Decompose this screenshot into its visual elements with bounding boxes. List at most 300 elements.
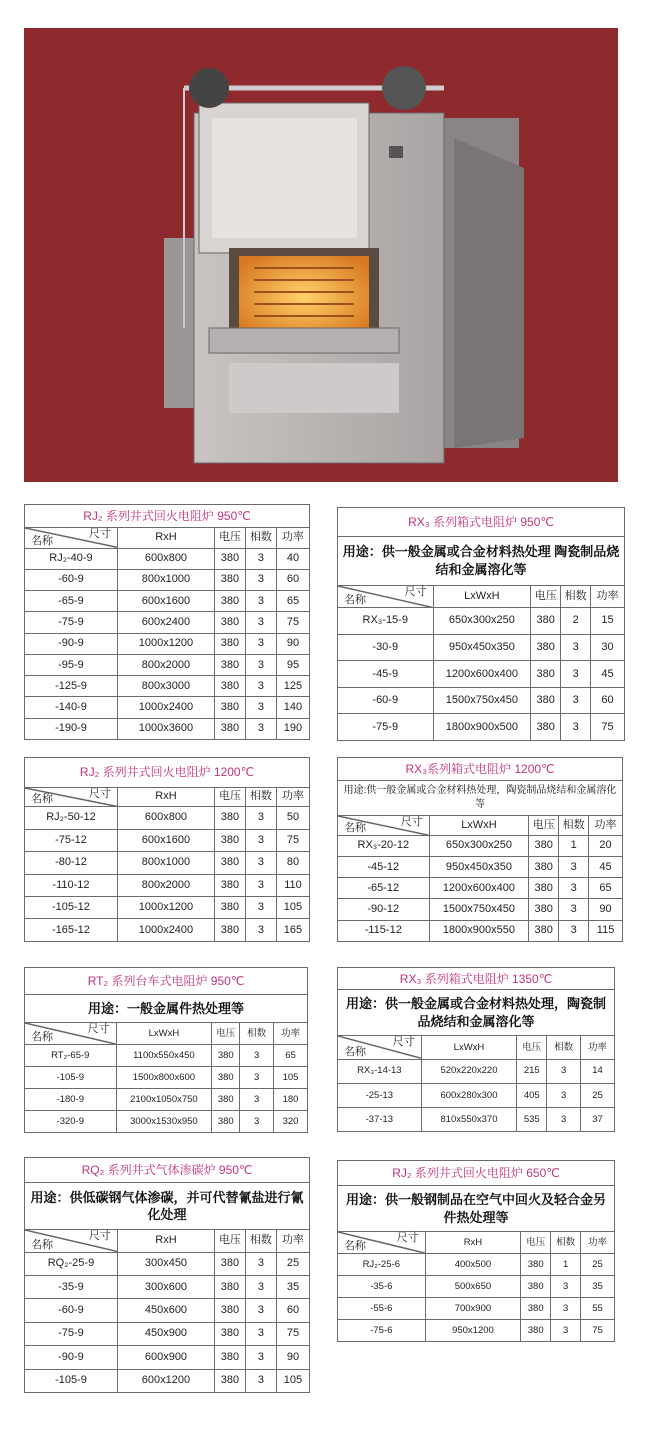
power-cell: 75 <box>581 1320 615 1342</box>
phases-cell: 3 <box>245 852 276 874</box>
table-row <box>338 1320 615 1342</box>
power-cell: 65 <box>276 591 309 612</box>
voltage-cell: 380 <box>214 852 245 874</box>
table-row <box>338 1083 615 1107</box>
header-corner-cell <box>338 585 434 607</box>
table-row <box>338 1254 615 1276</box>
header-corner-cell <box>25 1023 117 1045</box>
table-row <box>25 874 310 896</box>
voltage-cell: 380 <box>214 569 245 590</box>
table-row <box>338 835 623 856</box>
power-cell: 140 <box>276 697 309 718</box>
header-voltage: 电压 <box>521 1232 551 1254</box>
header-dimension-label: 尺寸 <box>88 787 111 800</box>
table-title-row <box>25 1158 310 1183</box>
phases-cell: 3 <box>559 878 589 899</box>
phases-cell: 3 <box>551 1298 581 1320</box>
table-row <box>338 857 623 878</box>
power-cell: 60 <box>276 1299 309 1322</box>
power-cell: 75 <box>276 829 309 851</box>
power-cell: 30 <box>591 634 625 661</box>
voltage-cell: 380 <box>529 878 559 899</box>
voltage-cell: 380 <box>531 714 561 741</box>
header-dimension: LxWxH <box>116 1023 212 1045</box>
model-cell: -95-9 <box>25 654 118 675</box>
power-cell: 60 <box>276 569 309 590</box>
header-phases: 相数 <box>240 1023 274 1045</box>
dimension-cell: 600x280x300 <box>421 1083 517 1107</box>
phases-cell: 3 <box>240 1067 274 1089</box>
voltage-cell: 380 <box>214 633 245 654</box>
table-title: RQ₂ 系列井式气体渗碳炉 950℃ <box>25 1158 310 1183</box>
power-cell: 90 <box>276 633 309 654</box>
table-row <box>25 718 310 739</box>
model-cell: -45-9 <box>338 661 434 688</box>
dimension-cell: 650x300x250 <box>429 835 529 856</box>
voltage-cell: 380 <box>521 1298 551 1320</box>
voltage-cell: 380 <box>214 654 245 675</box>
table-purpose: 用途：供一般金属或合金材料热处理 陶瓷制品烧结和金属溶化等 <box>338 536 625 585</box>
header-power: 功率 <box>589 815 623 835</box>
model-cell: -65-9 <box>25 591 118 612</box>
phases-cell: 3 <box>551 1276 581 1298</box>
phases-cell: 3 <box>245 1346 276 1369</box>
spec-table-rj2-650 <box>337 1160 615 1342</box>
phases-cell: 3 <box>547 1059 581 1083</box>
furnace-photo <box>24 28 618 482</box>
table-row <box>338 1059 615 1083</box>
dimension-cell: 1500x800x600 <box>116 1067 212 1089</box>
power-cell: 25 <box>581 1254 615 1276</box>
table-title-row <box>25 758 310 788</box>
phases-cell: 3 <box>245 807 276 829</box>
voltage-cell: 380 <box>212 1067 240 1089</box>
table-row <box>25 569 310 590</box>
voltage-cell: 380 <box>212 1045 240 1067</box>
dimension-cell: 950x1200 <box>425 1320 521 1342</box>
header-dimension: RxH <box>117 1230 214 1252</box>
header-name-label: 名称 <box>31 793 53 806</box>
voltage-cell: 380 <box>531 608 561 635</box>
header-dimension-label: 尺寸 <box>392 1036 415 1049</box>
table-row <box>338 1298 615 1320</box>
voltage-cell: 380 <box>214 548 245 569</box>
header-phases: 相数 <box>561 585 591 607</box>
model-cell: -105-9 <box>25 1067 117 1089</box>
voltage-cell: 380 <box>214 1346 245 1369</box>
dimension-cell: 450x900 <box>117 1322 214 1345</box>
table-row <box>25 612 310 633</box>
model-cell: -125-9 <box>25 676 118 697</box>
table-title: RJ₂ 系列井式回火电阻炉 950℃ <box>25 505 310 528</box>
power-cell: 105 <box>276 1369 309 1392</box>
voltage-cell: 380 <box>214 1322 245 1345</box>
phases-cell: 3 <box>559 899 589 920</box>
phases-cell: 3 <box>245 1275 276 1298</box>
voltage-cell: 380 <box>521 1320 551 1342</box>
dimension-cell: 800x2000 <box>117 874 214 896</box>
header-phases: 相数 <box>559 815 589 835</box>
header-dimension-label: 尺寸 <box>396 1232 419 1244</box>
dimension-cell: 1000x2400 <box>117 697 214 718</box>
header-dimension-label: 尺寸 <box>404 585 427 598</box>
table-row <box>25 1089 308 1111</box>
phases-cell: 3 <box>245 1369 276 1392</box>
phases-cell: 3 <box>559 920 589 941</box>
table-title: RJ₂ 系列井式回火电阻炉 1200℃ <box>25 758 310 788</box>
dimension-cell: 1000x1200 <box>117 897 214 919</box>
power-cell: 60 <box>591 687 625 714</box>
header-dimension: RxH <box>117 787 214 806</box>
phases-cell: 3 <box>240 1111 274 1133</box>
power-cell: 105 <box>276 897 309 919</box>
dimension-cell: 1200x600x400 <box>429 878 529 899</box>
spec-table-rt2-950 <box>24 967 308 1133</box>
dimension-cell: 600x900 <box>117 1346 214 1369</box>
phases-cell: 3 <box>240 1089 274 1111</box>
dimension-cell: 810x550x370 <box>421 1107 517 1131</box>
phases-cell: 3 <box>245 874 276 896</box>
phases-cell: 3 <box>245 697 276 718</box>
dimension-cell: 520x220x220 <box>421 1059 517 1083</box>
dimension-cell: 800x3000 <box>117 676 214 697</box>
voltage-cell: 380 <box>531 634 561 661</box>
dimension-cell: 1000x2400 <box>117 919 214 942</box>
phases-cell: 3 <box>245 569 276 590</box>
power-cell: 14 <box>581 1059 615 1083</box>
dimension-cell: 1500x750x450 <box>429 899 529 920</box>
dimension-cell: 800x1000 <box>117 852 214 874</box>
table-purpose: 用途：供一般钢制品在空气中回火及轻合金另件热处理等 <box>338 1186 615 1232</box>
table-row <box>338 1276 615 1298</box>
table-purpose: 用途：一般金属件热处理等 <box>25 995 308 1023</box>
model-cell: -105-9 <box>25 1369 118 1392</box>
model-cell: -55-6 <box>338 1298 426 1320</box>
header-dimension-label: 尺寸 <box>88 1230 111 1243</box>
dimension-cell: 1200x600x400 <box>433 661 531 688</box>
table-purpose-row <box>25 995 308 1023</box>
voltage-cell: 380 <box>529 835 559 856</box>
phases-cell: 3 <box>561 661 591 688</box>
power-cell: 25 <box>581 1083 615 1107</box>
table-row <box>338 920 623 941</box>
dimension-cell: 700x900 <box>425 1298 521 1320</box>
voltage-cell: 380 <box>214 897 245 919</box>
model-cell: -75-9 <box>25 612 118 633</box>
power-cell: 105 <box>274 1067 308 1089</box>
dimension-cell: 950x450x350 <box>429 857 529 878</box>
table-title-row <box>338 508 625 537</box>
voltage-cell: 380 <box>531 661 561 688</box>
phases-cell: 3 <box>245 676 276 697</box>
spec-table-rq2-950 <box>24 1157 310 1393</box>
spec-table-rx3-950 <box>337 507 625 741</box>
phases-cell: 3 <box>245 1252 276 1275</box>
table-row <box>338 714 625 741</box>
model-cell: -320-9 <box>25 1111 117 1133</box>
table-purpose-row <box>25 1183 310 1230</box>
power-cell: 35 <box>581 1276 615 1298</box>
box-furnace-icon <box>24 28 618 482</box>
spec-table-rj2-950 <box>24 504 310 740</box>
voltage-cell: 535 <box>517 1107 547 1131</box>
table-row <box>25 1252 310 1275</box>
phases-cell: 3 <box>240 1045 274 1067</box>
power-cell: 75 <box>591 714 625 741</box>
power-cell: 95 <box>276 654 309 675</box>
table-purpose-row <box>338 536 625 585</box>
model-cell: RJ₂-40-9 <box>25 548 118 569</box>
model-cell: -25-13 <box>338 1083 422 1107</box>
dimension-cell: 1000x3600 <box>117 718 214 739</box>
phases-cell: 3 <box>245 654 276 675</box>
dimension-cell: 800x2000 <box>117 654 214 675</box>
power-cell: 65 <box>274 1045 308 1067</box>
power-cell: 165 <box>276 919 309 942</box>
table-row <box>25 1275 310 1298</box>
table-title-row <box>25 505 310 528</box>
table-purpose: 用途：供低碳钢气体渗碳，并可代替氰盐进行氰化处理 <box>25 1183 310 1230</box>
header-corner-cell <box>25 1230 118 1252</box>
table-row <box>25 807 310 829</box>
header-dimension: RxH <box>117 528 214 548</box>
voltage-cell: 380 <box>521 1276 551 1298</box>
header-corner-cell <box>338 815 430 835</box>
model-cell: -75-9 <box>338 714 434 741</box>
table-header-row <box>25 1230 310 1252</box>
table-purpose: 用途：供一般金属或合金材料热处理，陶瓷制品烧结和金属溶化等 <box>338 990 615 1036</box>
dimension-cell: 600x1600 <box>117 829 214 851</box>
phases-cell: 3 <box>559 857 589 878</box>
power-cell: 90 <box>589 899 623 920</box>
model-cell: -35-6 <box>338 1276 426 1298</box>
power-cell: 55 <box>581 1298 615 1320</box>
table-row <box>25 1322 310 1345</box>
voltage-cell: 380 <box>214 874 245 896</box>
table-row <box>25 852 310 874</box>
table-title-row <box>338 758 623 781</box>
header-dimension: LxWxH <box>421 1036 517 1059</box>
header-phases: 相数 <box>245 528 276 548</box>
table-title-row <box>25 968 308 995</box>
model-cell: -90-9 <box>25 1346 118 1369</box>
voltage-cell: 380 <box>531 687 561 714</box>
header-corner-cell <box>338 1036 422 1059</box>
phases-cell: 2 <box>561 608 591 635</box>
model-cell: -75-9 <box>25 1322 118 1345</box>
dimension-cell: 1100x550x450 <box>116 1045 212 1067</box>
dimension-cell: 450x600 <box>117 1299 214 1322</box>
phases-cell: 3 <box>245 548 276 569</box>
table-title: RX₃系列箱式电阻炉 1200℃ <box>338 758 623 781</box>
voltage-cell: 380 <box>214 807 245 829</box>
spec-table-rx3-1350 <box>337 967 615 1132</box>
phases-cell: 3 <box>245 1322 276 1345</box>
dimension-cell: 1000x1200 <box>117 633 214 654</box>
table-title-row <box>338 968 615 990</box>
header-name-label: 名称 <box>344 1045 366 1058</box>
table-row <box>25 633 310 654</box>
model-cell: -80-12 <box>25 852 118 874</box>
header-name-label: 名称 <box>344 821 366 834</box>
header-dimension: LxWxH <box>433 585 531 607</box>
header-phases: 相数 <box>245 787 276 806</box>
voltage-cell: 380 <box>214 919 245 942</box>
model-cell: -105-12 <box>25 897 118 919</box>
header-voltage: 电压 <box>212 1023 240 1045</box>
header-dimension-label: 尺寸 <box>87 1023 110 1035</box>
power-cell: 75 <box>276 612 309 633</box>
table-row <box>338 661 625 688</box>
phases-cell: 3 <box>245 829 276 851</box>
power-cell: 190 <box>276 718 309 739</box>
table-row <box>25 1299 310 1322</box>
table-purpose-row <box>338 1186 615 1232</box>
voltage-cell: 380 <box>214 718 245 739</box>
power-cell: 45 <box>589 857 623 878</box>
dimension-cell: 600x2400 <box>117 612 214 633</box>
model-cell: -75-12 <box>25 829 118 851</box>
dimension-cell: 600x800 <box>117 807 214 829</box>
model-cell: RX₃-14-13 <box>338 1059 422 1083</box>
power-cell: 20 <box>589 835 623 856</box>
power-cell: 110 <box>276 874 309 896</box>
phases-cell: 3 <box>245 591 276 612</box>
voltage-cell: 380 <box>214 829 245 851</box>
model-cell: -35-9 <box>25 1275 118 1298</box>
model-cell: -75-6 <box>338 1320 426 1342</box>
header-power: 功率 <box>591 585 625 607</box>
power-cell: 80 <box>276 852 309 874</box>
header-voltage: 电压 <box>214 528 245 548</box>
table-row <box>25 829 310 851</box>
voltage-cell: 380 <box>529 920 559 941</box>
model-cell: -110-12 <box>25 874 118 896</box>
dimension-cell: 2100x1050x750 <box>116 1089 212 1111</box>
power-cell: 37 <box>581 1107 615 1131</box>
header-name-label: 名称 <box>31 534 53 547</box>
phases-cell: 3 <box>245 612 276 633</box>
header-power: 功率 <box>276 787 309 806</box>
power-cell: 115 <box>589 920 623 941</box>
header-power: 功率 <box>581 1232 615 1254</box>
model-cell: -45-12 <box>338 857 430 878</box>
table-row <box>25 1369 310 1392</box>
voltage-cell: 380 <box>214 697 245 718</box>
table-header-row <box>25 528 310 548</box>
voltage-cell: 380 <box>214 612 245 633</box>
dimension-cell: 800x1000 <box>117 569 214 590</box>
voltage-cell: 380 <box>214 676 245 697</box>
phases-cell: 1 <box>559 835 589 856</box>
header-name-label: 名称 <box>31 1238 53 1251</box>
phases-cell: 3 <box>561 687 591 714</box>
table-row <box>25 897 310 919</box>
power-cell: 75 <box>276 1322 309 1345</box>
table-header-row <box>338 585 625 607</box>
header-corner-cell <box>25 787 118 806</box>
model-cell: -60-9 <box>25 1299 118 1322</box>
table-row <box>338 608 625 635</box>
phases-cell: 3 <box>245 919 276 942</box>
header-corner-cell <box>25 528 118 548</box>
dimension-cell: 3000x1530x950 <box>116 1111 212 1133</box>
model-cell: -180-9 <box>25 1089 117 1111</box>
power-cell: 35 <box>276 1275 309 1298</box>
table-purpose: 用途:供一般金属或合金材料热处理，陶瓷制品烧结和金属溶化等 <box>338 781 623 815</box>
dimension-cell: 650x300x250 <box>433 608 531 635</box>
model-cell: -165-12 <box>25 919 118 942</box>
model-cell: RX₃-20-12 <box>338 835 430 856</box>
voltage-cell: 380 <box>521 1254 551 1276</box>
voltage-cell: 380 <box>214 1369 245 1392</box>
power-cell: 40 <box>276 548 309 569</box>
model-cell: -60-9 <box>338 687 434 714</box>
table-title-row <box>338 1161 615 1186</box>
power-cell: 125 <box>276 676 309 697</box>
power-cell: 320 <box>274 1111 308 1133</box>
header-power: 功率 <box>274 1023 308 1045</box>
header-voltage: 电压 <box>531 585 561 607</box>
model-cell: -190-9 <box>25 718 118 739</box>
table-row <box>338 634 625 661</box>
spec-table-rx3-1200 <box>337 757 623 942</box>
voltage-cell: 380 <box>212 1111 240 1133</box>
table-row <box>25 697 310 718</box>
table-row <box>25 919 310 942</box>
header-power: 功率 <box>581 1036 615 1059</box>
power-cell: 65 <box>589 878 623 899</box>
power-cell: 25 <box>276 1252 309 1275</box>
header-dimension-label: 尺寸 <box>88 528 111 541</box>
table-row <box>338 1107 615 1131</box>
model-cell: RJ₂-50-12 <box>25 807 118 829</box>
header-voltage: 电压 <box>517 1036 547 1059</box>
voltage-cell: 380 <box>214 591 245 612</box>
phases-cell: 3 <box>547 1083 581 1107</box>
dimension-cell: 1500x750x450 <box>433 687 531 714</box>
phases-cell: 3 <box>547 1107 581 1131</box>
dimension-cell: 600x1600 <box>117 591 214 612</box>
header-phases: 相数 <box>551 1232 581 1254</box>
dimension-cell: 950x450x350 <box>433 634 531 661</box>
table-header-row <box>338 1036 615 1059</box>
dimension-cell: 600x1200 <box>117 1369 214 1392</box>
model-cell: RQ₂-25-9 <box>25 1252 118 1275</box>
table-row <box>25 676 310 697</box>
table-header-row <box>25 1023 308 1045</box>
header-power: 功率 <box>276 528 309 548</box>
table-purpose-row <box>338 781 623 815</box>
voltage-cell: 380 <box>529 857 559 878</box>
table-title: RX₃ 系列箱式电阻炉 950℃ <box>338 508 625 537</box>
model-cell: -60-9 <box>25 569 118 590</box>
model-cell: RX₃-15-9 <box>338 608 434 635</box>
model-cell: -115-12 <box>338 920 430 941</box>
dimension-cell: 400x500 <box>425 1254 521 1276</box>
power-cell: 45 <box>591 661 625 688</box>
spec-table-rj2-1200 <box>24 757 310 942</box>
header-phases: 相数 <box>547 1036 581 1059</box>
table-row <box>25 1346 310 1369</box>
header-voltage: 电压 <box>214 787 245 806</box>
voltage-cell: 380 <box>529 899 559 920</box>
table-row <box>25 1067 308 1089</box>
power-cell: 15 <box>591 608 625 635</box>
model-cell: -90-9 <box>25 633 118 654</box>
dimension-cell: 1800x900x500 <box>433 714 531 741</box>
header-power: 功率 <box>276 1230 309 1252</box>
